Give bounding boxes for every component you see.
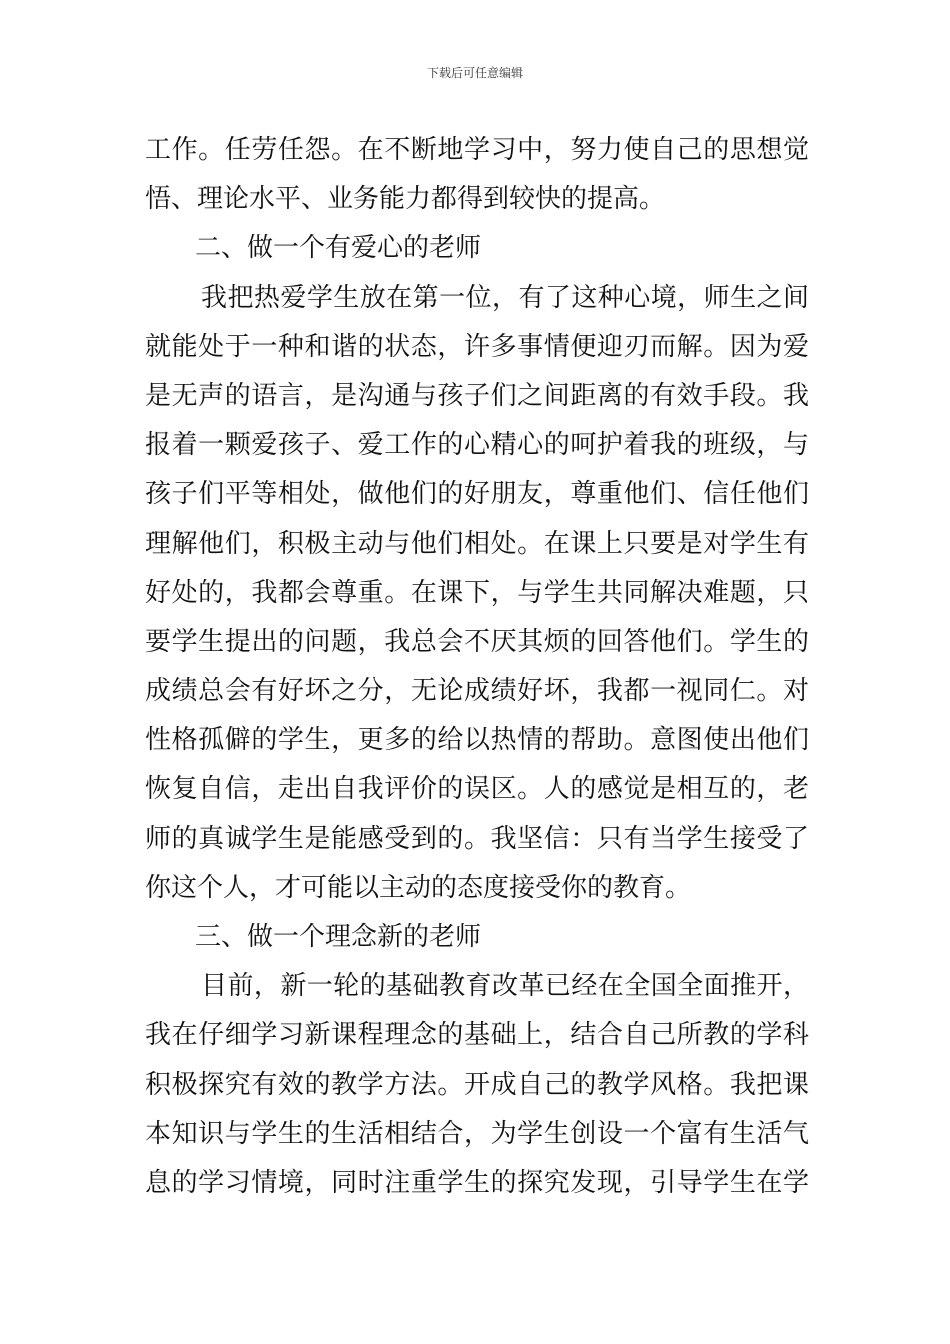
paragraph-line: 孩子们平等相处，做他们的好朋友，尊重他们、信任他们 bbox=[145, 479, 809, 510]
paragraph-line: 理解他们，积极主动与他们相处。在课上只要是对学生有 bbox=[145, 528, 809, 559]
paragraph-line: 成绩总会有好坏之分，无论成绩好坏，我都一视同仁。对 bbox=[145, 676, 809, 707]
paragraph-line: 积极探究有效的教学方法。开成自己的教学风格。我把课 bbox=[145, 1069, 809, 1100]
paragraph-line: 报着一颗爱孩子、爱工作的心精心的呵护着我的班级，与 bbox=[145, 430, 809, 461]
paragraph-line: 恢复自信，走出自我评价的误区。人的感觉是相互的，老 bbox=[145, 774, 809, 805]
paragraph-line: 息的学习情境，同时注重学生的探究发现，引导学生在学 bbox=[145, 1167, 809, 1198]
paragraph-line: 我在仔细学习新课程理念的基础上，结合自己所教的学科 bbox=[145, 1020, 809, 1051]
paragraph-line: 我把热爱学生放在第一位，有了这种心境，师生之间 bbox=[201, 282, 809, 313]
paragraph-line: 要学生提出的问题，我总会不厌其烦的回答他们。学生的 bbox=[145, 626, 809, 657]
page-header: 下载后可任意编辑 bbox=[426, 66, 523, 80]
section-heading: 三、做一个理念新的老师 bbox=[195, 922, 482, 952]
paragraph-line: 是无声的语言，是沟通与孩子们之间距离的有效手段。我 bbox=[145, 380, 809, 411]
paragraph-line: 师的真诚学生是能感受到的。我坚信：只有当学生接受了 bbox=[145, 823, 809, 854]
document-body bbox=[145, 126, 809, 1208]
paragraph-line: 工作。任劳任怨。在不断地学习中，努力使自己的思想觉 bbox=[145, 135, 809, 165]
paragraph-line: 性格孤僻的学生，更多的给以热情的帮助。意图使出他们 bbox=[145, 725, 809, 756]
paragraph-line: 悟、理论水平、业务能力都得到较快的提高。 bbox=[145, 184, 666, 215]
paragraph-line: 你这个人，才可能以主动的态度接受你的教育。 bbox=[145, 872, 692, 903]
paragraph-line: 目前，新一轮的基础教育改革已经在全国全面推开， bbox=[201, 971, 809, 1002]
section-heading: 二、做一个有爱心的老师 bbox=[195, 233, 482, 264]
paragraph-line: 本知识与学生的生活相结合，为学生创设一个富有生活气 bbox=[145, 1118, 809, 1149]
paragraph-line: 就能处于一种和谐的状态，许多事情便迎刃而解。因为爱 bbox=[145, 331, 809, 362]
paragraph-line: 好处的，我都会尊重。在课下，与学生共同解决难题，只 bbox=[145, 577, 809, 608]
